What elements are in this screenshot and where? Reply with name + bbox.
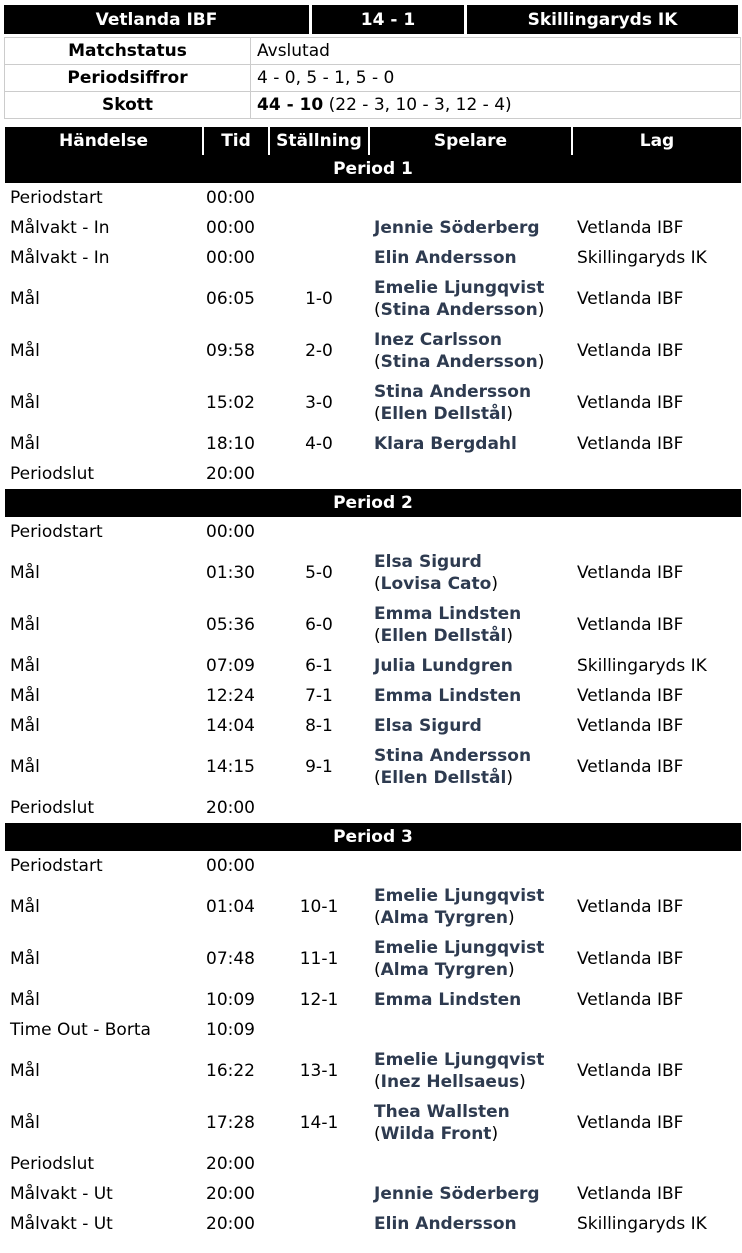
event-time: 00:00 <box>206 856 255 876</box>
info-value-text: 4 - 0, 5 - 1, 5 - 0 <box>257 68 395 88</box>
event-team <box>572 851 741 881</box>
event-row <box>5 881 741 933</box>
event-score: 4-0 <box>305 434 333 454</box>
period-title: Period 1 <box>5 155 741 183</box>
event-player-cell: Elsa Sigurd (Lovisa Cato) <box>374 552 498 594</box>
event-time: 01:30 <box>206 563 255 583</box>
event-time: 20:00 <box>206 1184 255 1204</box>
event-team: Skillingaryds IK <box>577 1214 707 1234</box>
player-link[interactable]: Jennie Söderberg <box>374 218 540 238</box>
event-player-cell: Emelie Ljungqvist (Stina Andersson) <box>374 278 545 320</box>
assist-player-link[interactable]: Stina Andersson <box>380 300 538 320</box>
event-team <box>572 793 741 823</box>
event-time: 00:00 <box>206 522 255 542</box>
event-team <box>572 517 741 547</box>
event-type: Målvakt - Ut <box>10 1214 113 1234</box>
event-team: Vetlanda IBF <box>577 897 684 917</box>
player-link[interactable]: Elin Andersson <box>374 248 517 268</box>
event-score <box>269 851 369 881</box>
event-team: Vetlanda IBF <box>577 716 684 736</box>
event-team: Vetlanda IBF <box>577 1184 684 1204</box>
event-type: Mål <box>10 949 40 969</box>
event-player-cell <box>369 651 572 681</box>
event-row <box>5 325 741 377</box>
event-row <box>5 985 741 1015</box>
event-score: 8-1 <box>305 716 333 736</box>
player-link[interactable]: Emma Lindsten <box>374 686 522 706</box>
event-player-cell <box>369 1209 572 1239</box>
event-type: Mål <box>10 434 40 454</box>
match-info-table <box>4 37 741 119</box>
event-team: Vetlanda IBF <box>577 1113 684 1133</box>
event-player-cell <box>369 1179 572 1209</box>
event-time: 15:02 <box>206 393 255 413</box>
info-value <box>251 92 741 119</box>
event-score <box>269 517 369 547</box>
event-time: 00:00 <box>206 188 255 208</box>
event-team: Skillingaryds IK <box>577 248 707 268</box>
event-row <box>5 429 741 459</box>
assist-player-link[interactable]: Ellen Dellstål <box>380 626 507 646</box>
event-time: 20:00 <box>206 1214 255 1234</box>
player-link[interactable]: Klara Bergdahl <box>374 434 517 454</box>
event-team: Vetlanda IBF <box>577 615 684 635</box>
event-score <box>269 459 369 489</box>
event-team: Vetlanda IBF <box>577 434 684 454</box>
event-time: 14:04 <box>206 716 255 736</box>
event-player-cell <box>369 213 572 243</box>
event-player-cell <box>369 429 572 459</box>
event-type: Periodstart <box>10 522 103 542</box>
event-type: Periodslut <box>10 798 95 818</box>
event-team <box>572 459 741 489</box>
event-row <box>5 599 741 651</box>
events-table <box>5 127 741 1239</box>
event-row <box>5 711 741 741</box>
event-type: Målvakt - Ut <box>10 1184 113 1204</box>
player-link[interactable]: Stina Andersson <box>374 746 532 766</box>
player-link[interactable]: Julia Lundgren <box>374 656 513 676</box>
info-label: Periodsiffror <box>5 65 251 92</box>
event-time: 01:04 <box>206 897 255 917</box>
event-row <box>5 183 741 213</box>
event-type: Mål <box>10 341 40 361</box>
event-time: 07:09 <box>206 656 255 676</box>
info-row <box>5 38 741 65</box>
event-team: Vetlanda IBF <box>577 949 684 969</box>
assist-player-link[interactable]: Lovisa Cato <box>380 574 492 594</box>
event-row <box>5 1045 741 1097</box>
info-row <box>5 92 741 119</box>
event-type: Mål <box>10 615 40 635</box>
event-team: Vetlanda IBF <box>577 341 684 361</box>
event-score: 14-1 <box>299 1113 339 1133</box>
event-time: 00:00 <box>206 218 255 238</box>
period-header-row <box>5 823 741 851</box>
away-team: Skillingaryds IK <box>467 5 738 34</box>
event-player-cell: Emma Lindsten (Ellen Dellstål) <box>374 604 522 646</box>
event-type: Mål <box>10 1061 40 1081</box>
event-time: 20:00 <box>206 464 255 484</box>
event-type: Mål <box>10 1113 40 1133</box>
event-row <box>5 1149 741 1179</box>
event-time: 12:24 <box>206 686 255 706</box>
info-row <box>5 65 741 92</box>
assist-player-link[interactable]: Inez Hellsaeus <box>380 1072 520 1092</box>
period-header-row <box>5 489 741 517</box>
event-type: Mål <box>10 656 40 676</box>
event-player-cell <box>369 517 572 547</box>
assist-player-link[interactable]: Ellen Dellstål <box>380 404 507 424</box>
event-type: Mål <box>10 990 40 1010</box>
event-score <box>269 243 369 273</box>
event-row <box>5 933 741 985</box>
event-score: 1-0 <box>305 289 333 309</box>
info-value-bold: 44 - 10 <box>257 95 324 115</box>
event-type: Målvakt - In <box>10 218 110 238</box>
event-team: Vetlanda IBF <box>577 218 684 238</box>
player-link[interactable]: Emelie Ljungqvist <box>374 938 545 958</box>
event-type: Periodslut <box>10 1154 95 1174</box>
info-value-text: Avslutad <box>257 41 330 61</box>
event-row <box>5 1097 741 1149</box>
event-time: 14:15 <box>206 757 255 777</box>
event-player-cell: Emelie Ljungqvist (Alma Tyrgren) <box>374 886 545 928</box>
event-type: Mål <box>10 563 40 583</box>
player-link[interactable]: Elin Andersson <box>374 1214 517 1234</box>
event-type: Mål <box>10 686 40 706</box>
event-score: 3-0 <box>305 393 333 413</box>
event-player-cell <box>369 183 572 213</box>
event-team <box>572 1015 741 1045</box>
event-player-cell <box>369 1149 572 1179</box>
event-type: Mål <box>10 897 40 917</box>
event-score: 6-1 <box>305 656 333 676</box>
player-link[interactable]: Emma Lindsten <box>374 990 522 1010</box>
event-time: 17:28 <box>206 1113 255 1133</box>
event-type: Mål <box>10 757 40 777</box>
period-title: Period 3 <box>5 823 741 851</box>
event-type: Mål <box>10 289 40 309</box>
event-player-cell <box>369 1015 572 1045</box>
event-score: 6-0 <box>305 615 333 635</box>
player-link[interactable]: Emelie Ljungqvist <box>374 886 545 906</box>
event-score <box>269 1015 369 1045</box>
event-score <box>269 1179 369 1209</box>
event-player-cell <box>369 793 572 823</box>
assist-player-link[interactable]: Wilda Front <box>380 1124 492 1144</box>
event-team: Vetlanda IBF <box>577 393 684 413</box>
event-row <box>5 651 741 681</box>
event-player-cell <box>369 851 572 881</box>
event-row <box>5 243 741 273</box>
event-time: 16:22 <box>206 1061 255 1081</box>
event-time: 07:48 <box>206 949 255 969</box>
event-team: Vetlanda IBF <box>577 686 684 706</box>
event-team: Vetlanda IBF <box>577 1061 684 1081</box>
player-link[interactable]: Inez Carlsson <box>374 330 502 350</box>
player-link[interactable]: Emma Lindsten <box>374 604 522 624</box>
event-player-cell: Thea Wallsten (Wilda Front) <box>374 1102 510 1144</box>
assist-player-link[interactable]: Alma Tyrgren <box>380 960 508 980</box>
event-team: Vetlanda IBF <box>577 757 684 777</box>
column-header-row <box>5 127 741 155</box>
event-type: Målvakt - In <box>10 248 110 268</box>
info-value-text: (22 - 3, 10 - 3, 12 - 4) <box>323 95 512 115</box>
event-row <box>5 213 741 243</box>
event-score: 11-1 <box>299 949 339 969</box>
player-link[interactable]: Thea Wallsten <box>374 1102 510 1122</box>
assist-player-link[interactable]: Stina Andersson <box>380 352 538 372</box>
event-score <box>269 1149 369 1179</box>
event-row <box>5 1209 741 1239</box>
event-score: 2-0 <box>305 341 333 361</box>
event-player-cell: Stina Andersson (Ellen Dellstål) <box>374 746 532 788</box>
match-header <box>4 5 738 34</box>
event-row <box>5 793 741 823</box>
period-title: Period 2 <box>5 489 741 517</box>
event-row <box>5 517 741 547</box>
event-player-cell <box>369 711 572 741</box>
event-time: 09:58 <box>206 341 255 361</box>
info-value <box>251 38 741 65</box>
event-row <box>5 459 741 489</box>
event-row <box>5 681 741 711</box>
event-team: Skillingaryds IK <box>577 656 707 676</box>
event-row <box>5 273 741 325</box>
event-type: Time Out - Borta <box>10 1020 151 1040</box>
event-player-cell: Emelie Ljungqvist (Alma Tyrgren) <box>374 938 545 980</box>
player-link[interactable]: Jennie Söderberg <box>374 1184 540 1204</box>
info-label: Matchstatus <box>5 38 251 65</box>
column-header: Spelare <box>369 127 572 155</box>
event-type: Mål <box>10 716 40 736</box>
column-header: Ställning <box>269 127 369 155</box>
info-label: Skott <box>5 92 251 119</box>
event-row <box>5 547 741 599</box>
event-score: 10-1 <box>299 897 339 917</box>
assist-player-link[interactable]: Ellen Dellstål <box>380 768 507 788</box>
event-row <box>5 377 741 429</box>
event-score: 5-0 <box>305 563 333 583</box>
player-link[interactable]: Stina Andersson <box>374 382 532 402</box>
assist-player-link[interactable]: Alma Tyrgren <box>380 908 508 928</box>
player-link[interactable]: Elsa Sigurd <box>374 716 482 736</box>
event-time: 05:36 <box>206 615 255 635</box>
event-team <box>572 1149 741 1179</box>
home-team: Vetlanda IBF <box>4 5 309 34</box>
final-score: 14 - 1 <box>312 5 464 34</box>
event-team: Vetlanda IBF <box>577 289 684 309</box>
event-time: 00:00 <box>206 248 255 268</box>
player-link[interactable]: Emelie Ljungqvist <box>374 1050 545 1070</box>
column-header: Händelse <box>5 127 203 155</box>
event-player-cell: Inez Carlsson (Stina Andersson) <box>374 330 545 372</box>
event-time: 10:09 <box>206 1020 255 1040</box>
event-time: 20:00 <box>206 798 255 818</box>
event-player-cell <box>369 681 572 711</box>
event-score: 13-1 <box>299 1061 339 1081</box>
event-row <box>5 1015 741 1045</box>
event-time: 20:00 <box>206 1154 255 1174</box>
event-time: 18:10 <box>206 434 255 454</box>
event-score: 7-1 <box>305 686 333 706</box>
event-time: 06:05 <box>206 289 255 309</box>
period-header-row <box>5 155 741 183</box>
column-header: Tid <box>203 127 269 155</box>
player-link[interactable]: Elsa Sigurd <box>374 552 482 572</box>
event-row <box>5 851 741 881</box>
event-player-cell <box>369 985 572 1015</box>
event-score <box>269 1209 369 1239</box>
event-type: Mål <box>10 393 40 413</box>
event-row <box>5 1179 741 1209</box>
event-score <box>269 183 369 213</box>
event-time: 10:09 <box>206 990 255 1010</box>
event-player-cell <box>369 243 572 273</box>
event-type: Periodslut <box>10 464 95 484</box>
event-type: Periodstart <box>10 188 103 208</box>
event-score: 9-1 <box>305 757 333 777</box>
event-team <box>572 183 741 213</box>
event-team: Vetlanda IBF <box>577 990 684 1010</box>
player-link[interactable]: Emelie Ljungqvist <box>374 278 545 298</box>
event-score <box>269 213 369 243</box>
event-row <box>5 741 741 793</box>
event-team: Vetlanda IBF <box>577 563 684 583</box>
event-score <box>269 793 369 823</box>
event-player-cell: Stina Andersson (Ellen Dellstål) <box>374 382 532 424</box>
column-header: Lag <box>572 127 741 155</box>
event-player-cell: Emelie Ljungqvist (Inez Hellsaeus) <box>374 1050 545 1092</box>
info-value <box>251 65 741 92</box>
event-score: 12-1 <box>299 990 339 1010</box>
event-type: Periodstart <box>10 856 103 876</box>
event-player-cell <box>369 459 572 489</box>
